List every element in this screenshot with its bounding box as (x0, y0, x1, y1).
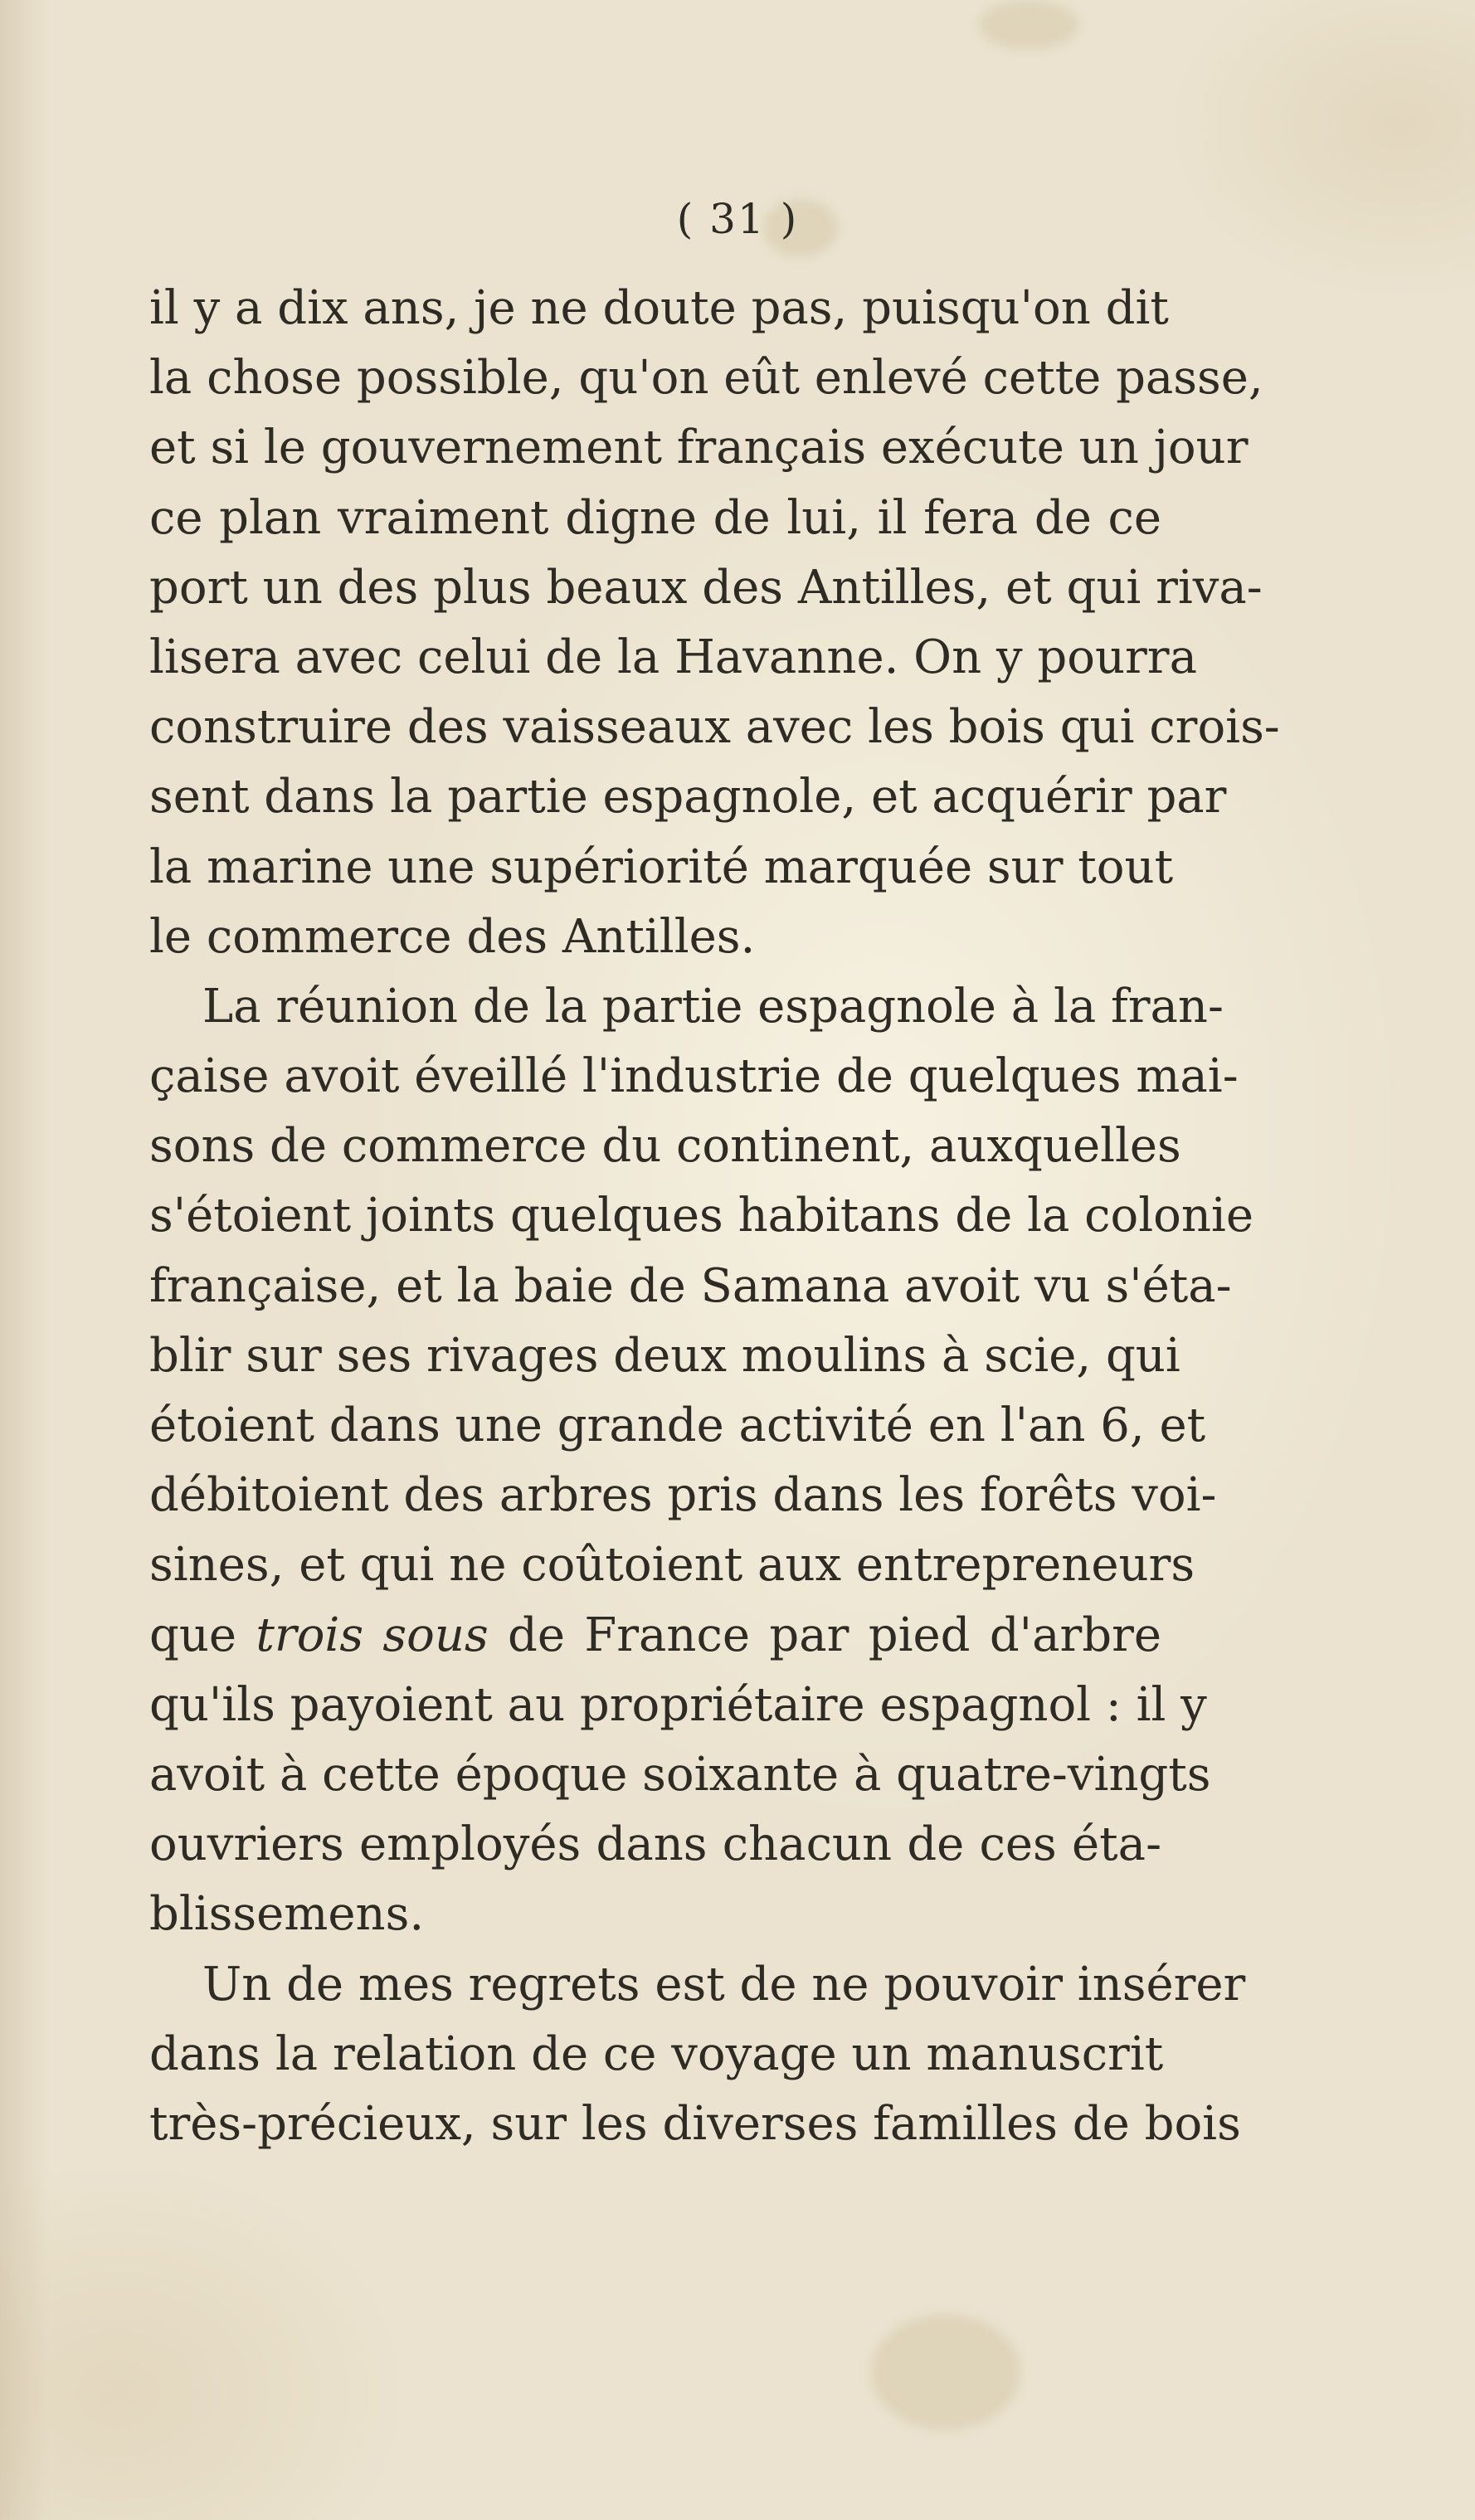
text-line: ouvriers employés dans chacun de ces éta- (149, 1817, 1161, 1872)
text-line: française, et la baie de Samana avoit vu s'éta- (149, 1258, 1232, 1313)
paragraph (149, 1950, 1246, 2160)
paragraph (149, 274, 1280, 972)
text-line: lisera avec celui de la Havanne. On y pourra (149, 630, 1197, 684)
text-line: La réunion de la partie espagnole à la fran- (202, 979, 1224, 1034)
text-line: s'étoient joints quelques habitans de la colonie (149, 1189, 1254, 1243)
text-line: très-précieux, sur les diverses familles de bois (149, 2096, 1241, 2151)
text-line: blir sur ses rivages deux moulins à scie, qui (149, 1328, 1180, 1383)
text-line: débitoient des arbres pris dans les forêts voi- (149, 1468, 1217, 1523)
text-line: le commerce des Antilles. (149, 909, 756, 964)
text-line: sons de commerce du continent, auxquelles (149, 1119, 1181, 1174)
text-line: construire des vaisseaux avec les bois qui crois- (149, 700, 1280, 755)
text-line: dans la relation de ce voyage un manuscrit (149, 2026, 1164, 2081)
text-line: il y a dix ans, je ne doute pas, puisqu'on dit (149, 281, 1169, 335)
text-line: étoient dans une grande activité en l'an 6, et (149, 1399, 1206, 1452)
text-line: la marine une supériorité marquée sur tout (149, 839, 1174, 894)
page-number: ( 31 ) (676, 195, 799, 243)
italic-text: trois sous (256, 1608, 489, 1662)
text-segment: que (149, 1608, 256, 1662)
text-line: avoit à cette époque soixante à quatre-vingts (149, 1747, 1211, 1802)
body-text (149, 274, 1280, 2159)
paragraph (149, 972, 1254, 1950)
text-line: Un de mes regrets est de ne pouvoir insérer (202, 1957, 1246, 2012)
paper-stain (979, 0, 1078, 50)
text-line: et si le gouvernement français exécute un jour (149, 421, 1249, 475)
text-segment: de France par pied d'arbre (488, 1608, 1161, 1662)
text-line (149, 1601, 1161, 1671)
text-line: blissemens. (149, 1887, 425, 1942)
text-line: sent dans la partie espagnole, et acquérir par (149, 770, 1227, 825)
text-line: ce plan vraiment digne de lui, il fera de ce (149, 490, 1161, 545)
paper-stain (871, 2314, 1020, 2430)
text-line: la chose possible, qu'on eût enlevé cette passe, (149, 351, 1263, 406)
text-line: port un des plus beaux des Antilles, et qui riva- (149, 560, 1263, 615)
text-line: sines, et qui ne coûtoient aux entrepreneurs (149, 1538, 1195, 1593)
text-line: çaise avoit éveillé l'industrie de quelques mai- (149, 1049, 1239, 1104)
text-line: qu'ils payoient au propriétaire espagnol : il y (149, 1677, 1207, 1732)
